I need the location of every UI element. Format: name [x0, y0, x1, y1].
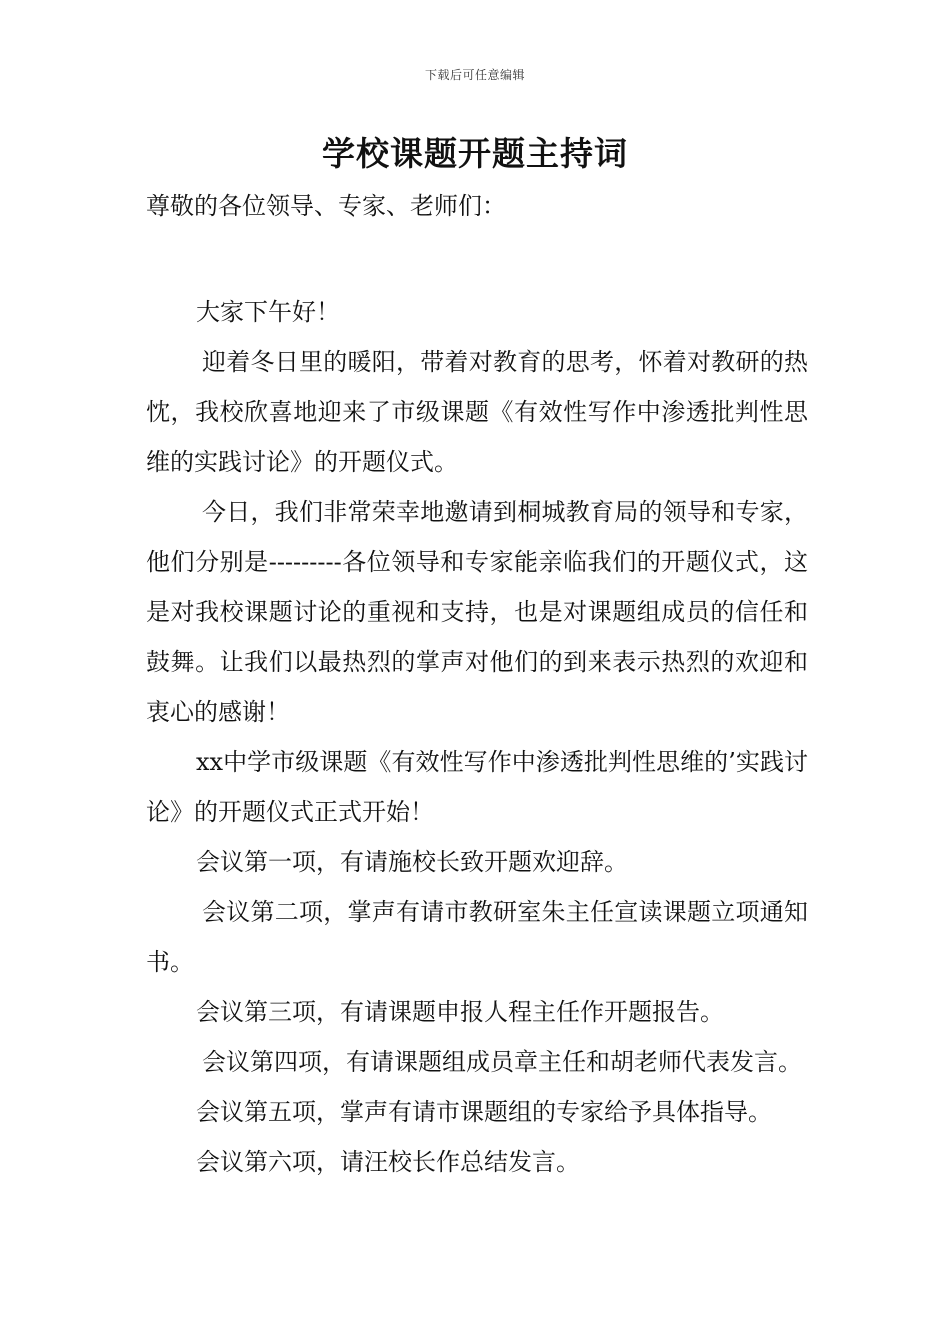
agenda-item: 会议第四项，有请课题组成员章主任和胡老师代表发言。 [202, 1048, 802, 1076]
agenda-item: 会议第二项，掌声有请市教研室朱主任宣读课题立项通知书。 [146, 898, 808, 976]
body-paragraph: xx中学市级课题《有效性写作中渗透批判性思维的’实践讨论》的开题仪式正式开始！ [146, 748, 808, 826]
agenda-item: 会议第六项，请汪校长作总结发言。 [196, 1148, 580, 1176]
agenda-item: 会议第三项，有请课题申报人程主任作开题报告。 [196, 998, 724, 1026]
agenda-item: 会议第一项，有请施校长致开题欢迎辞。 [196, 848, 628, 876]
body-paragraph: 迎着冬日里的暖阳，带着对教育的思考，怀着对教研的热忱，我校欣喜地迎来了市级课题《有效性写作中渗透批判性思维的实践讨论》的开题仪式。 [146, 348, 808, 476]
document-title: 学校课题开题主持词 [322, 134, 628, 173]
salutation-paragraph: 尊敬的各位领导、专家、老师们： [146, 192, 506, 220]
body-paragraph: 今日，我们非常荣幸地邀请到桐城教育局的领导和专家，他们分别是---------各位领导和专家能亲临我们的开题仪式，这是对我校课题讨论的重视和支持，也是对课题组成员的信任和鼓舞。让我们以最热烈的掌声对他们的到来表示热烈的欢迎和衷心的感谢！ [146, 498, 808, 726]
header-note: 下载后可任意编辑 [424, 68, 525, 82]
greeting-paragraph: 大家下午好！ [196, 298, 340, 326]
agenda-item: 会议第五项，掌声有请市课题组的专家给予具体指导。 [196, 1098, 772, 1126]
document-body [146, 181, 808, 1187]
